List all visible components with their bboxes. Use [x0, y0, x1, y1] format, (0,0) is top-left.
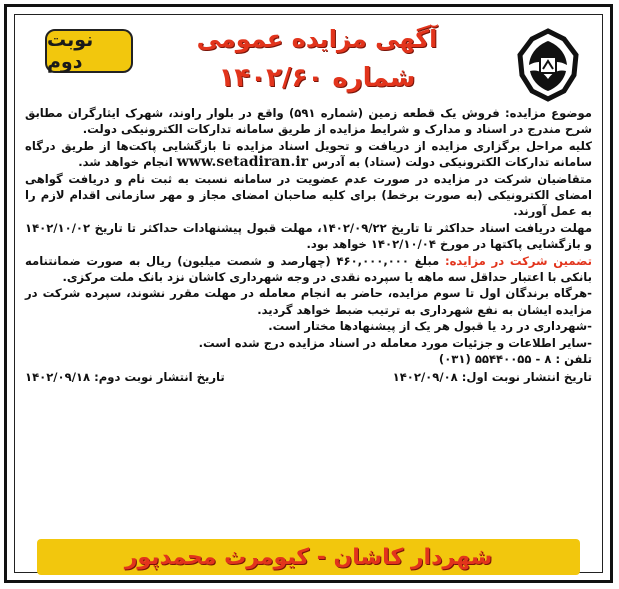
- kashan-municipality-logo-icon: [512, 25, 584, 105]
- procedure-text: کلیه مراحل برگزاری مزایده از دریافت و تحویل اسناد مزایده تا بازگشایی پاکت‌ها از طریق درگاه سامانه تدارکات الکترونیکی دولت (ستاد) به آدرس: [25, 138, 592, 170]
- second-publication: [25, 369, 225, 385]
- first-publication: [393, 369, 592, 385]
- mayor-signature: شهردار کاشان - کیومرث محمدپور: [37, 539, 580, 575]
- deadlines-paragraph: مهلت دریافت اسناد حداکثر تا تاریخ ۱۴۰۲/۰۹/۲۲، مهلت قبول پیشنهادات حداکثر تا تاریخ ۱۴۰۲/۱۰/۰۲ و بازگشایی پاکتها در مورخ ۱۴۰۲/۱۰/۰۴ خواهد بود.: [25, 220, 593, 252]
- pub2-date: ۱۴۰۲/۰۹/۱۸: [25, 369, 91, 384]
- forfeit-paragraph: -هرگاه برندگان اول تا سوم مزایده، حاضر به انجام معامله در مهلت مقرر نشوند، سپرده شرکت در مزایده ایشان به نفع شهرداری به ترتیب ضبط خواهد گردید.: [25, 286, 592, 317]
- round-badge: نوبت دوم: [45, 29, 133, 73]
- pub1-label: تاریخ انتشار نوبت اول:: [461, 369, 592, 384]
- phone-label: تلفن :: [555, 352, 592, 367]
- discretion-paragraph: -شهرداری در رد یا قبول هر یک از پیشنهادها مختار است.: [268, 319, 592, 334]
- pub1-date: ۱۴۰۲/۰۹/۰۸: [392, 369, 458, 384]
- phone-value: ۸ - ۵۵۴۴۰۰۵۵ (۰۳۱): [438, 352, 552, 367]
- notice-frame: [4, 4, 613, 583]
- website-link[interactable]: www.setadiran.ir: [176, 154, 309, 171]
- phone-line: [25, 351, 592, 367]
- subject-text: فروش یک قطعه زمین (شماره ۵۹۱) واقع در بلوار راوند، شهرک ایثارگران مطابق شرح مندرج در اسناد و مدارک و شرایط مزایده از طریق سامانه تدارکات الکترونیکی دولت.: [25, 106, 592, 137]
- notice-body: [25, 105, 592, 385]
- guarantee-label: تضمین شرکت در مزایده:: [444, 253, 592, 268]
- registration-paragraph: متقاضیان شرکت در مزایده در صورت عدم عضویت در سامانه نسبت به ثبت نام و دریافت گواهی امضای الکترونیکی (به صورت برخط) برای کلیه صاحبان امضای مجاز و مهر سازمانی اقدام لازم را به عمل آورند.: [25, 171, 592, 219]
- guarantee-paragraph: [25, 253, 592, 286]
- notice-number: شماره ۱۴۰۲/۶۰: [218, 63, 416, 93]
- subject-paragraph: [25, 105, 592, 138]
- subject-label: موضوع مزایده:: [505, 106, 592, 120]
- other-info-paragraph: -سایر اطلاعات و جزئیات مورد معامله در اسناد مزایده درج شده است.: [198, 335, 592, 350]
- notice-title: آگهی مزایده عمومی: [196, 25, 438, 53]
- pub2-label: تاریخ انتشار نوبت دوم:: [94, 369, 225, 384]
- procedure-tail: انجام خواهد شد.: [78, 155, 173, 170]
- publication-dates: [25, 369, 592, 385]
- procedure-paragraph: [25, 138, 592, 171]
- guarantee-text: مبلغ ۴۶۰,۰۰۰,۰۰۰ (چهارصد و شصت میلیون) ریال به صورت ضمانتنامه بانکی با اعتبار حداقل سه ماهه یا سپرده نقدی در وجه شهرداری کاشان نزد بانک ملت مرکزی.: [25, 253, 592, 285]
